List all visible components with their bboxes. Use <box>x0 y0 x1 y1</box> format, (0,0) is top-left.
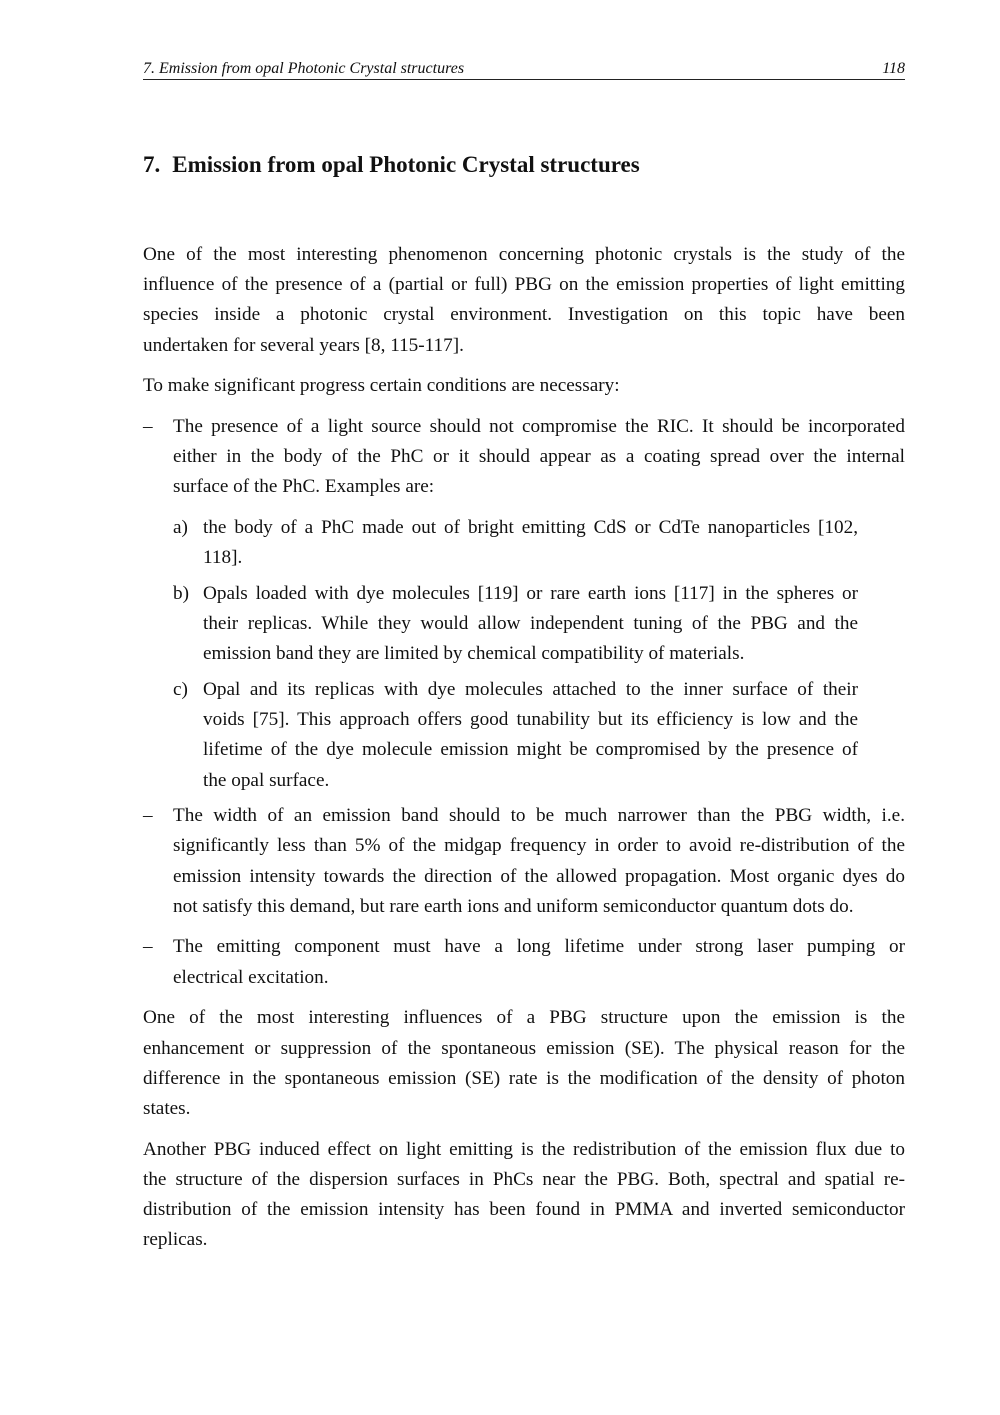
text-line: the structure of the dispersion surfaces in PhCs near the PBG. Both, spectral and spatial re- <box>143 1168 905 1190</box>
text-line: undertaken for several years [8, 115-117]. <box>143 334 464 356</box>
paragraph <box>143 1003 905 1124</box>
text-line: Opals loaded with dye molecules [119] or rare earth ions [117] in the spheres or <box>203 582 858 604</box>
text-line: To make significant progress certain conditions are necessary: <box>143 375 620 397</box>
text-line: the body of a PhC made out of bright emitting CdS or CdTe nanoparticles [102, <box>203 517 858 538</box>
list-marker: a) <box>173 517 188 538</box>
text-line: Opal and its replicas with dye molecules attached to the inner surface of their <box>203 678 858 700</box>
text-line: the opal surface. <box>203 769 330 791</box>
chapter-title-text: Emission from opal Photonic Crystal structures <box>172 152 640 177</box>
body-text <box>143 240 905 1266</box>
sub-list-item <box>143 579 858 670</box>
text-line: emission intensity towards the direction of the allowed propagation. Most organic dyes do <box>173 865 905 887</box>
text-line: influence of the presence of a (partial or full) PBG on the emission properties of light emitting <box>143 274 905 296</box>
bullet-item <box>143 801 905 922</box>
text-line: replicas. <box>143 1229 208 1251</box>
text-line: Another PBG induced effect on light emitting is the redistribution of the emission flux due to <box>143 1138 905 1160</box>
text-line: One of the most interesting influences of a PBG structure upon the emission is the <box>143 1007 905 1029</box>
text-line: either in the body of the PhC or it should appear as a coating spread over the internal <box>173 446 905 468</box>
sub-list-item <box>143 675 858 796</box>
text-line: significantly less than 5% of the midgap frequency in order to avoid re-distribution of the <box>173 835 905 857</box>
list-marker: – <box>143 415 153 437</box>
text-line: The emitting component must have a long lifetime under strong laser pumping or <box>173 936 905 958</box>
text-line: The width of an emission band should to be much narrower than the PBG width, i.e. <box>173 805 905 827</box>
text-line: electrical excitation. <box>173 966 329 988</box>
text-line: enhancement or suppression of the spontaneous emission (SE). The physical reason for the <box>143 1037 905 1059</box>
text-line: emission band they are limited by chemical compatibility of materials. <box>203 643 745 665</box>
running-header <box>143 60 905 80</box>
chapter-title <box>143 152 640 178</box>
text-line: states. <box>143 1097 191 1119</box>
bullet-item <box>143 932 905 992</box>
text-line: their replicas. While they would allow independent tuning of the PBG and the <box>203 613 858 635</box>
list-marker: – <box>143 936 153 958</box>
header-chapter: 7. Emission from opal Photonic Crystal structures <box>143 60 465 77</box>
list-marker: – <box>143 805 153 827</box>
text-line: voids [75]. This approach offers good tunability but its efficiency is low and the <box>203 709 858 731</box>
list-marker: c) <box>173 678 188 700</box>
text-line: One of the most interesting phenomenon concerning photonic crystals is the study of the <box>143 244 905 265</box>
text-line: surface of the PhC. Examples are: <box>173 476 435 498</box>
text-line: lifetime of the dye molecule emission might be compromised by the presence of <box>203 739 858 761</box>
chapter-number: 7. <box>143 152 161 177</box>
page-number: 118 <box>882 60 905 77</box>
text-line: The presence of a light source should not compromise the RIC. It should be incorporated <box>173 415 905 437</box>
text-line: not satisfy this demand, but rare earth ions and uniform semiconductor quantum dots do. <box>173 895 854 917</box>
paragraph <box>143 240 905 361</box>
paragraph <box>143 371 905 401</box>
list-marker: b) <box>173 582 189 604</box>
paragraph <box>143 1135 905 1256</box>
sub-list-item <box>143 513 858 573</box>
text-line: species inside a photonic crystal environment. Investigation on this topic have been <box>143 304 905 326</box>
text-line: 118]. <box>203 547 243 569</box>
text-line: distribution of the emission intensity has been found in PMMA and inverted semiconductor <box>143 1198 905 1220</box>
text-line: difference in the spontaneous emission (SE) rate is the modification of the density of photon <box>143 1067 905 1089</box>
bullet-item <box>143 412 905 503</box>
